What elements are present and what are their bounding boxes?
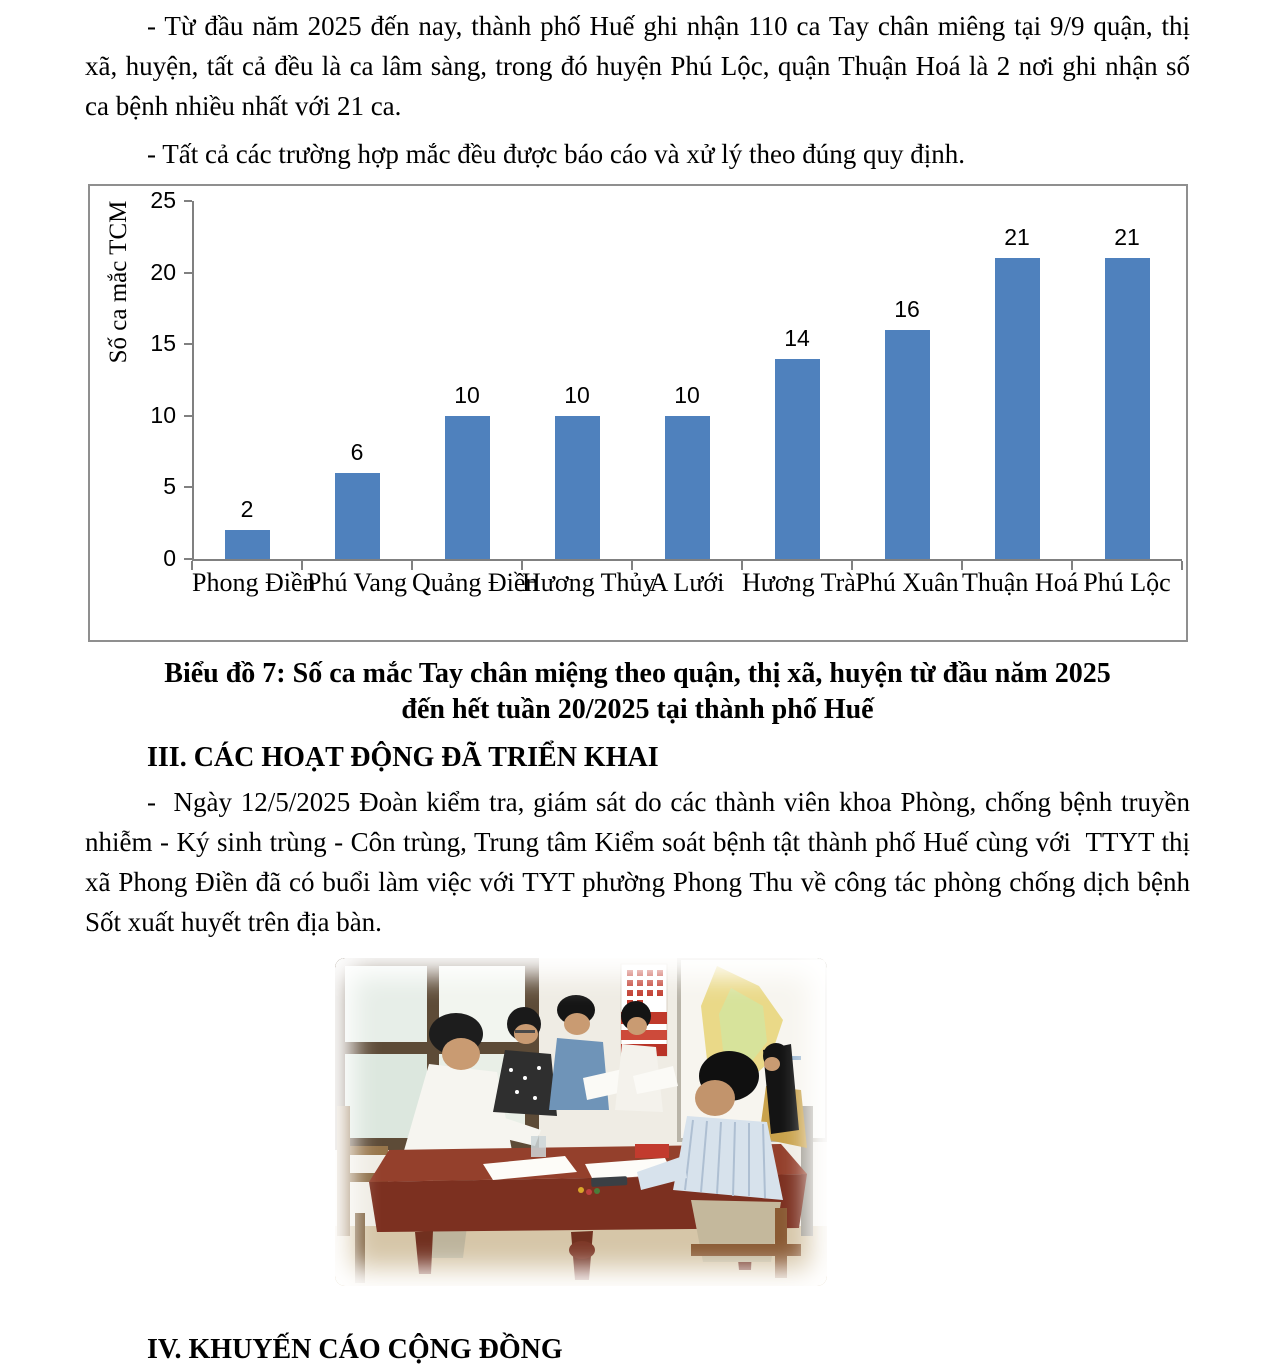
section-heading-activities: III. CÁC HOẠT ĐỘNG ĐÃ TRIỂN KHAI — [147, 742, 659, 773]
bar-5 — [775, 359, 820, 559]
bar-value-label: 2 — [240, 496, 254, 523]
bar-value-label: 14 — [784, 324, 810, 351]
y-axis-tick — [184, 272, 192, 274]
chart-caption-line2: đến hết tuần 20/2025 tại thành phố Huế — [401, 694, 874, 725]
bar-value-label: 10 — [674, 381, 700, 408]
bar-6 — [885, 330, 930, 559]
bar-value-label: 10 — [564, 381, 590, 408]
y-axis-tick-label: 25 — [150, 187, 176, 213]
bar-value-label: 6 — [350, 439, 364, 466]
meeting-photo-illustration — [335, 958, 827, 1286]
y-axis-tick-label: 0 — [163, 545, 176, 571]
text-line: Sốt xuất huyết trên địa bàn. — [85, 907, 382, 937]
bar-0 — [225, 530, 270, 559]
chart-y-axis — [192, 201, 194, 561]
bar-3 — [555, 416, 600, 559]
category-label: Hương Thủy — [522, 568, 656, 597]
y-axis-tick — [184, 200, 192, 202]
bar-value-label: 10 — [454, 381, 480, 408]
meeting-photo — [335, 958, 827, 1286]
text-line: xã Phong Điền đã có buổi làm việc với TYT phường Phong Thu về công tác phòng chống dịch bệnh — [85, 867, 1190, 897]
y-axis-tick — [184, 343, 192, 345]
bar-1 — [335, 473, 380, 559]
category-label: Hương Trà — [742, 568, 856, 597]
paragraph-report-note — [85, 134, 1190, 174]
text-line: - Tất cả các trường hợp mắc đều được báo cáo và xử lý theo đúng quy định. — [147, 139, 965, 169]
category-label: Quảng Điền — [412, 568, 539, 597]
y-axis-tick — [184, 486, 192, 488]
paragraph-hfmd-summary — [85, 6, 1190, 126]
hfmd-bar-chart — [88, 184, 1188, 642]
y-axis-tick-label: 15 — [150, 330, 176, 357]
y-axis-tick — [184, 558, 192, 560]
chart-caption-line1: Biểu đồ 7: Số ca mắc Tay chân miệng theo quận, thị xã, huyện từ đầu năm 2025 — [164, 658, 1111, 689]
chart-caption — [85, 656, 1190, 728]
category-label: Phú Xuân — [855, 568, 959, 597]
category-label: A Lưới — [649, 568, 725, 597]
text-line: - Từ đầu năm 2025 đến nay, thành phố Huế ghi nhận 110 ca Tay chân miêng tại 9/9 quận, thị — [147, 11, 1190, 41]
y-axis-tick — [184, 415, 192, 417]
chart-x-axis — [192, 559, 1182, 561]
category-label: Phú Vang — [307, 568, 407, 597]
y-axis-tick-label: 5 — [163, 473, 176, 500]
text-line: nhiễm - Ký sinh trùng - Côn trùng, Trung tâm Kiểm soát bệnh tật thành phố Huế cùng với TTYT thị — [85, 827, 1190, 857]
section-heading-recommendations: IV. KHUYẾN CÁO CỘNG ĐỒNG — [147, 1334, 563, 1365]
category-label: Phú Lộc — [1083, 568, 1171, 597]
chart-y-axis-title: Số ca mắc TCM — [105, 200, 132, 364]
bar-4 — [665, 416, 710, 559]
text-line: - Ngày 12/5/2025 Đoàn kiểm tra, giám sát do các thành viên khoa Phòng, chống bệnh truyền — [147, 787, 1190, 817]
category-label: Phong Điền — [192, 568, 316, 597]
y-axis-tick-label: 20 — [150, 258, 176, 285]
bar-value-label: 16 — [894, 295, 920, 322]
bar-8 — [1105, 258, 1150, 559]
paragraph-inspection — [85, 782, 1190, 942]
bar-7 — [995, 258, 1040, 559]
bar-value-label: 21 — [1114, 224, 1140, 251]
y-axis-tick-label: 10 — [150, 401, 176, 428]
text-line: xã, huyện, tất cả đều là ca lâm sàng, trong đó huyện Phú Lộc, quận Thuận Hoá là 2 nơi ghi nhận số — [85, 51, 1190, 81]
category-label: Thuận Hoá — [962, 568, 1079, 597]
text-line: ca bệnh nhiều nhất với 21 ca. — [85, 91, 402, 121]
bar-2 — [445, 416, 490, 559]
bar-value-label: 21 — [1004, 224, 1030, 251]
